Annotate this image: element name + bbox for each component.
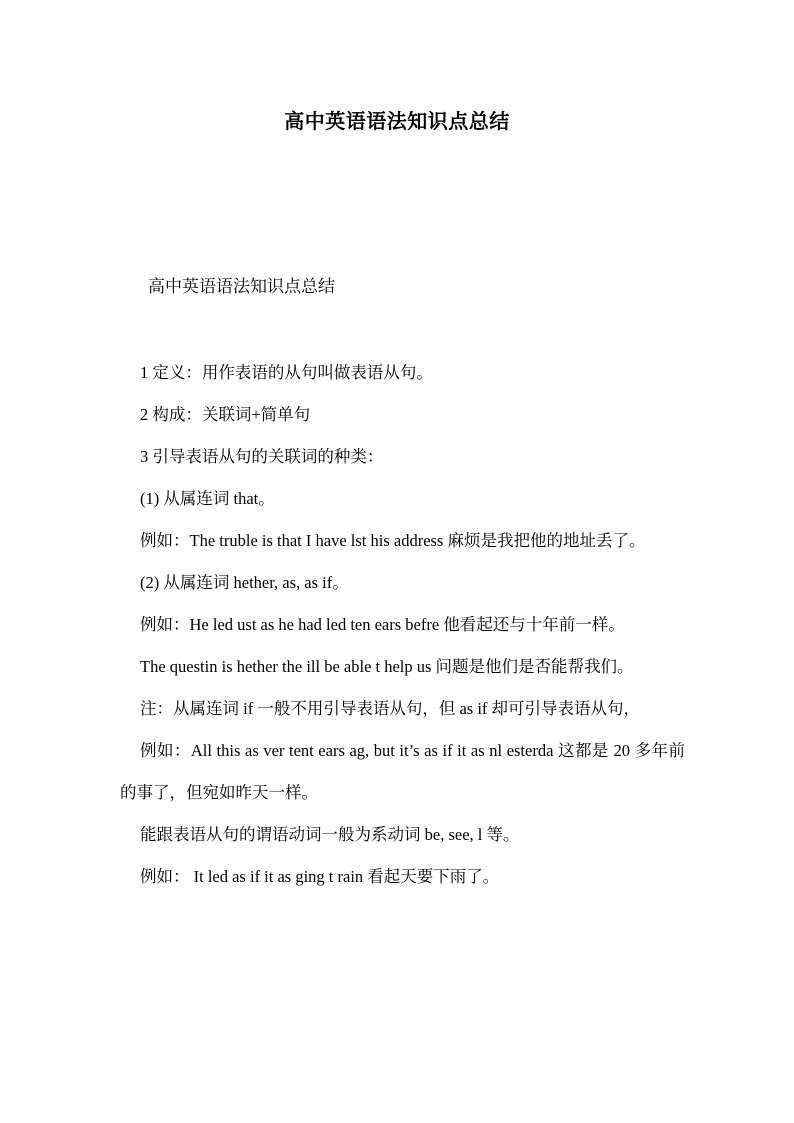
paragraph-example-that: 例如：The truble is that I have lst his address 麻烦是我把他的地址丢了。 <box>140 531 646 550</box>
paragraph-note: 注：从属连词 if 一般不用引导表语从句，但 as if 却可引导表语从句， <box>140 699 641 718</box>
paragraph-connector-types: 3 引导表语从句的关联词的种类： <box>140 447 384 466</box>
paragraph-linking-verbs: 能跟表语从句的谓语动词一般为系动词 be, see, l 等。 <box>140 825 520 844</box>
document-subtitle: 高中英语语法知识点总结 <box>148 277 335 296</box>
paragraph-conjunction-whether: (2) 从属连词 hether, as, as if。 <box>140 573 349 592</box>
paragraph-example-rain: 例如： It led as if it as ging t rain 看起天要下雨了。 <box>140 867 500 886</box>
paragraph-example-as-if: 例如：All this as ver tent ears ag, but it’s as if it as nl esterda 这都是 20 多年前的事了，但宛如昨天一样。 <box>120 741 685 802</box>
document-title: 高中英语语法知识点总结 <box>284 111 510 133</box>
paragraph-structure: 2 构成：关联词+简单句 <box>140 405 311 424</box>
document-body <box>120 352 685 898</box>
paragraph-example-whether: The questin is hether the ill be able t help us 问题是他们是否能帮我们。 <box>140 657 634 676</box>
paragraph-conjunction-that: (1) 从属连词 that。 <box>140 489 275 508</box>
paragraph-definition: 1 定义：用作表语的从句叫做表语从句。 <box>140 363 433 382</box>
paragraph-example-as: 例如：He led ust as he had led ten ears befre 他看起还与十年前一样。 <box>140 615 625 634</box>
